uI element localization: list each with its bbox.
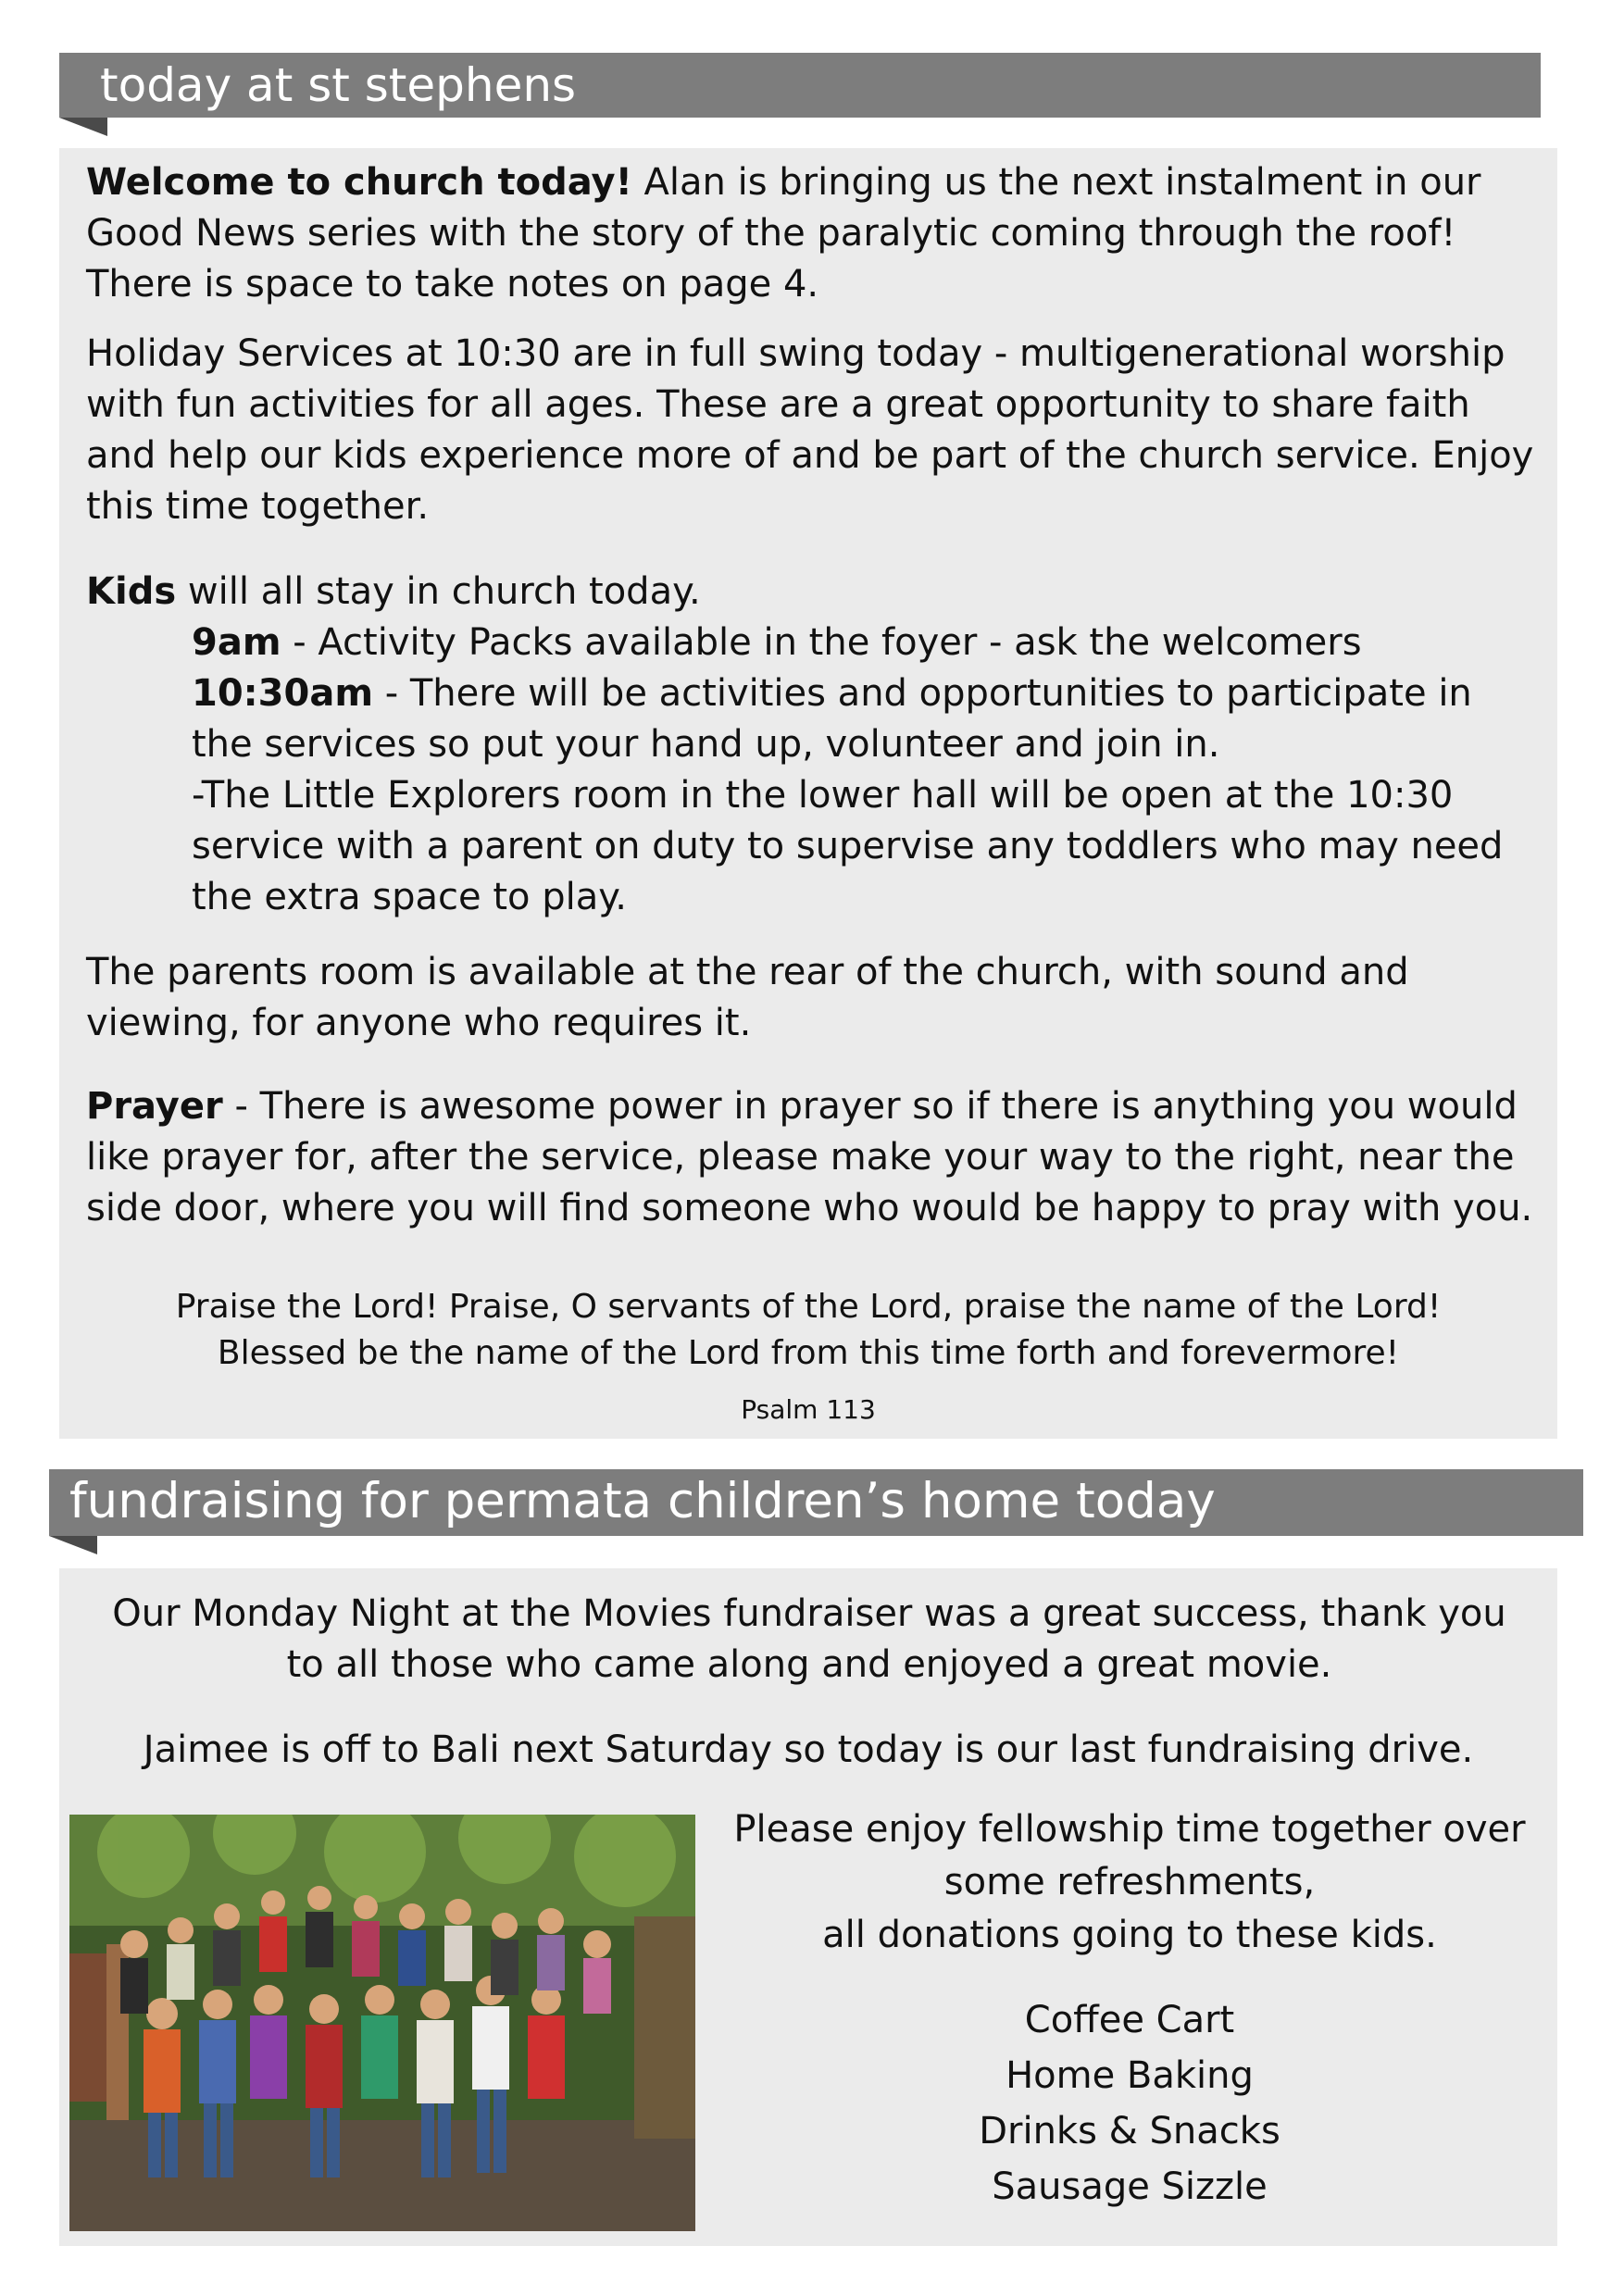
welcome-lead: Welcome to church today! [86, 161, 632, 204]
children-group-photo [69, 1815, 695, 2231]
list-item: Sausage Sizzle [992, 2165, 1268, 2208]
fellowship-line-2: some refreshments, [943, 1861, 1316, 1903]
children-group-photo-illustration [69, 1815, 695, 2231]
bali-paragraph: Jaimee is off to Bali next Saturday so today is our last fundraising drive. [143, 1728, 1474, 1771]
psalm-verse [59, 1284, 1557, 1377]
holiday-services-paragraph: Holiday Services at 10:30 are in full swing today - multigenerational worship with fun activities for all ages. These are a great opportunity to share faith and help our kids experience more of and be part of the church service. Enjoy this time together. [86, 332, 1534, 528]
section-heading-today-text: today at st stephens [100, 58, 577, 112]
list-item: Drinks & Snacks [979, 2110, 1280, 2152]
movies-paragraph: Our Monday Night at the Movies fundraiser was a great success, thank you to all those who came along and enjoyed a great movie. [112, 1592, 1506, 1686]
kids-item-1030am-time: 10:30am [192, 672, 373, 715]
fellowship-paragraph [715, 1803, 1544, 1962]
refreshments-list [715, 1992, 1544, 2215]
psalm-reference: Psalm 113 [741, 1394, 876, 1425]
list-item: Coffee Cart [1024, 1999, 1235, 2041]
kids-list [192, 618, 1543, 923]
list-item: Home Baking [1006, 2054, 1254, 2097]
psalm-verse-line-1: Praise the Lord! Praise, O servants of the Lord, praise the name of the Lord! [175, 1288, 1442, 1326]
banner-fold-decoration [59, 118, 107, 136]
kids-text: will all stay in church today. [187, 570, 701, 613]
kids-item-1030am-text: - There will be activities and opportunities to participate in the services so put your hand up, volunteer and join in. [192, 672, 1472, 766]
banner-fold-decoration [49, 1536, 97, 1554]
welcome-text: Alan is bringing us the next instalment in our Good News series with the story of the paralytic coming through the roof! There is space to take notes on page 4. [86, 161, 1481, 306]
kids-item-little-explorers: -The Little Explorers room in the lower hall will be open at the 10:30 service with a parent on duty to supervise any toddlers who may need the extra space to play. [192, 774, 1504, 918]
kids-item-9am-text: - Activity Packs available in the foyer - ask the welcomers [293, 621, 1362, 664]
fellowship-line-3: all donations going to these kids. [822, 1914, 1437, 1956]
fellowship-line-1: Please enjoy fellowship time together over [733, 1808, 1526, 1851]
section-heading-fundraising [49, 1469, 1583, 1536]
kids-lead: Kids [86, 570, 177, 613]
welcome-paragraph [86, 157, 1544, 310]
section-heading-fundraising-text: fundraising for permata children’s home today [69, 1473, 1216, 1529]
prayer-text: - There is awesome power in prayer so if there is anything you would like prayer for, after the service, please make your way to the right, near the side door, where you will find someone who would be happy to pray with you. [86, 1085, 1533, 1229]
kids-paragraph [86, 567, 1544, 618]
kids-item-9am-time: 9am [192, 621, 281, 664]
prayer-paragraph [86, 1081, 1544, 1234]
kids-item-1030am [192, 668, 1543, 770]
section-heading-today [59, 53, 1541, 118]
psalm-verse-line-2: Blessed be the name of the Lord from this time forth and forevermore! [217, 1334, 1400, 1372]
parents-room-paragraph: The parents room is available at the rear of the church, with sound and viewing, for anyone who requires it. [86, 951, 1409, 1044]
kids-item-9am [192, 618, 1543, 668]
prayer-lead: Prayer [86, 1085, 223, 1128]
